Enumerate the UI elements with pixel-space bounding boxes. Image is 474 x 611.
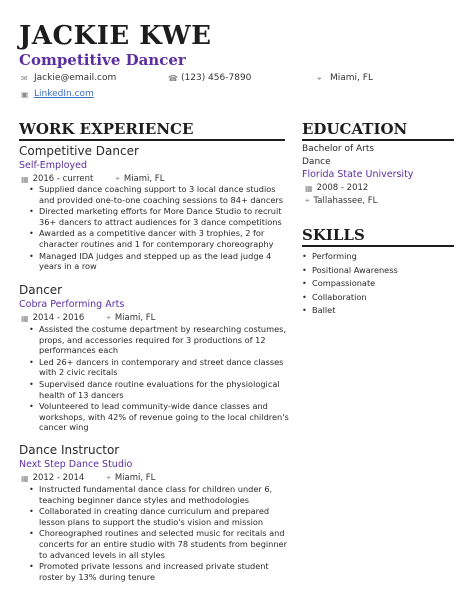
list-item: • Led 26+ dancers in contemporary and street dance classes with 2 civic recitals [27,357,289,378]
contact-phone [168,73,251,83]
map-pin-icon: ⌖ [317,73,322,83]
degree-field: Dance [302,157,331,167]
linkedin-link[interactable]: LinkedIn.com [34,89,94,99]
map-pin-icon: ⌖ [305,196,310,205]
education-dates-text: 2008 - 2012 [316,183,369,193]
job-company: Self-Employed [19,160,88,171]
job-meta [21,174,164,184]
link-icon: ▣ [21,89,29,99]
skill-item: • Performing [300,250,460,263]
education-location-text: Tallahassee, FL [313,196,378,206]
list-item: • Volunteered to lead community-wide dance classes and workshops, with 42% of revenue going to the local children's cancer wing [27,401,289,433]
list-item: • Supplied dance coaching support to 3 local dance studios and provided one-to-one coaching sessions to 84+ dancers [27,184,289,205]
phone-text: (123) 456-7890 [181,73,252,83]
location-text: Miami, FL [330,73,373,83]
skills-heading: SKILLS [302,226,365,244]
skill-item: • Compassionate [300,277,460,290]
list-item: • Assisted the costume department by researching costumes, props, and accessories required for 3 productions of 12 performances each [27,324,289,356]
map-pin-icon: ⌖ [106,473,111,482]
education-heading: EDUCATION [302,120,408,138]
job-company: Next Step Dance Studio [19,459,133,470]
contact-linkedin[interactable] [21,89,94,99]
list-item: • Supervised dance routine evaluations for the physiological health of 13 dancers [27,379,289,400]
list-item: • Awarded as a competitive dancer with 3 trophies, 2 for character routines and 1 for contemporary choreography [27,228,289,249]
job-meta [21,473,155,483]
work-experience-divider [19,139,285,141]
phone-icon: ☎ [168,73,178,83]
candidate-title: Competitive Dancer [19,51,186,69]
list-item: • Promoted private lessons and increased private student roster by 13% during tenure [27,561,289,582]
job-location: Miami, FL [123,174,165,184]
list-item: • Collaborated in creating dance curriculum and prepared lesson plans to support the studio's vision and mission [27,506,289,527]
job-dates: 2014 - 2016 [32,313,85,323]
education-location [305,196,377,206]
job-location: Miami, FL [114,313,156,323]
list-item: • Instructed fundamental dance class for children under 6, teaching beginner dance styles and methodologies [27,484,289,505]
contact-email [21,73,116,83]
job-bullets [27,324,289,434]
contact-location [317,73,373,83]
calendar-icon: ▦ [21,174,29,184]
envelope-icon: ✉ [21,73,28,83]
calendar-icon: ▦ [305,183,313,193]
list-item: • Managed IDA judges and stepped up as the lead judge 4 years in a row [27,251,289,272]
education-dates [305,183,368,193]
map-pin-icon: ⌖ [115,174,120,183]
skills-divider [302,245,454,247]
degree: Bachelor of Arts [302,144,375,154]
work-experience-heading: WORK EXPERIENCE [19,120,194,138]
job-bullets [27,184,289,273]
list-item: • Choreographed routines and selected music for recitals and concerts for an entire studio with 78 students from beginner to advanced levels in all styles [27,528,289,560]
list-item: • Directed marketing efforts for More Dance Studio to recruit 36+ dancers to attract audiences for 3 dance competitions [27,206,289,227]
skills-list [300,250,460,318]
skill-item: • Positional Awareness [300,264,460,277]
job-company: Cobra Performing Arts [19,299,125,310]
job-dates: 2012 - 2014 [32,473,85,483]
job-meta [21,313,155,323]
calendar-icon: ▦ [21,313,29,323]
skill-item: • Ballet [300,304,460,317]
skill-item: • Collaboration [300,291,460,304]
email-text: Jackie@email.com [34,73,117,83]
candidate-name: JACKIE KWE [19,21,212,51]
job-title: Dancer [19,283,63,297]
calendar-icon: ▦ [21,473,29,483]
job-title: Competitive Dancer [19,144,139,158]
job-title: Dance Instructor [19,443,120,457]
education-divider [302,139,454,141]
job-dates: 2016 - current [32,174,94,184]
school-name: Florida State University [302,169,414,180]
map-pin-icon: ⌖ [106,313,111,322]
job-bullets [27,484,289,583]
job-location: Miami, FL [114,473,156,483]
